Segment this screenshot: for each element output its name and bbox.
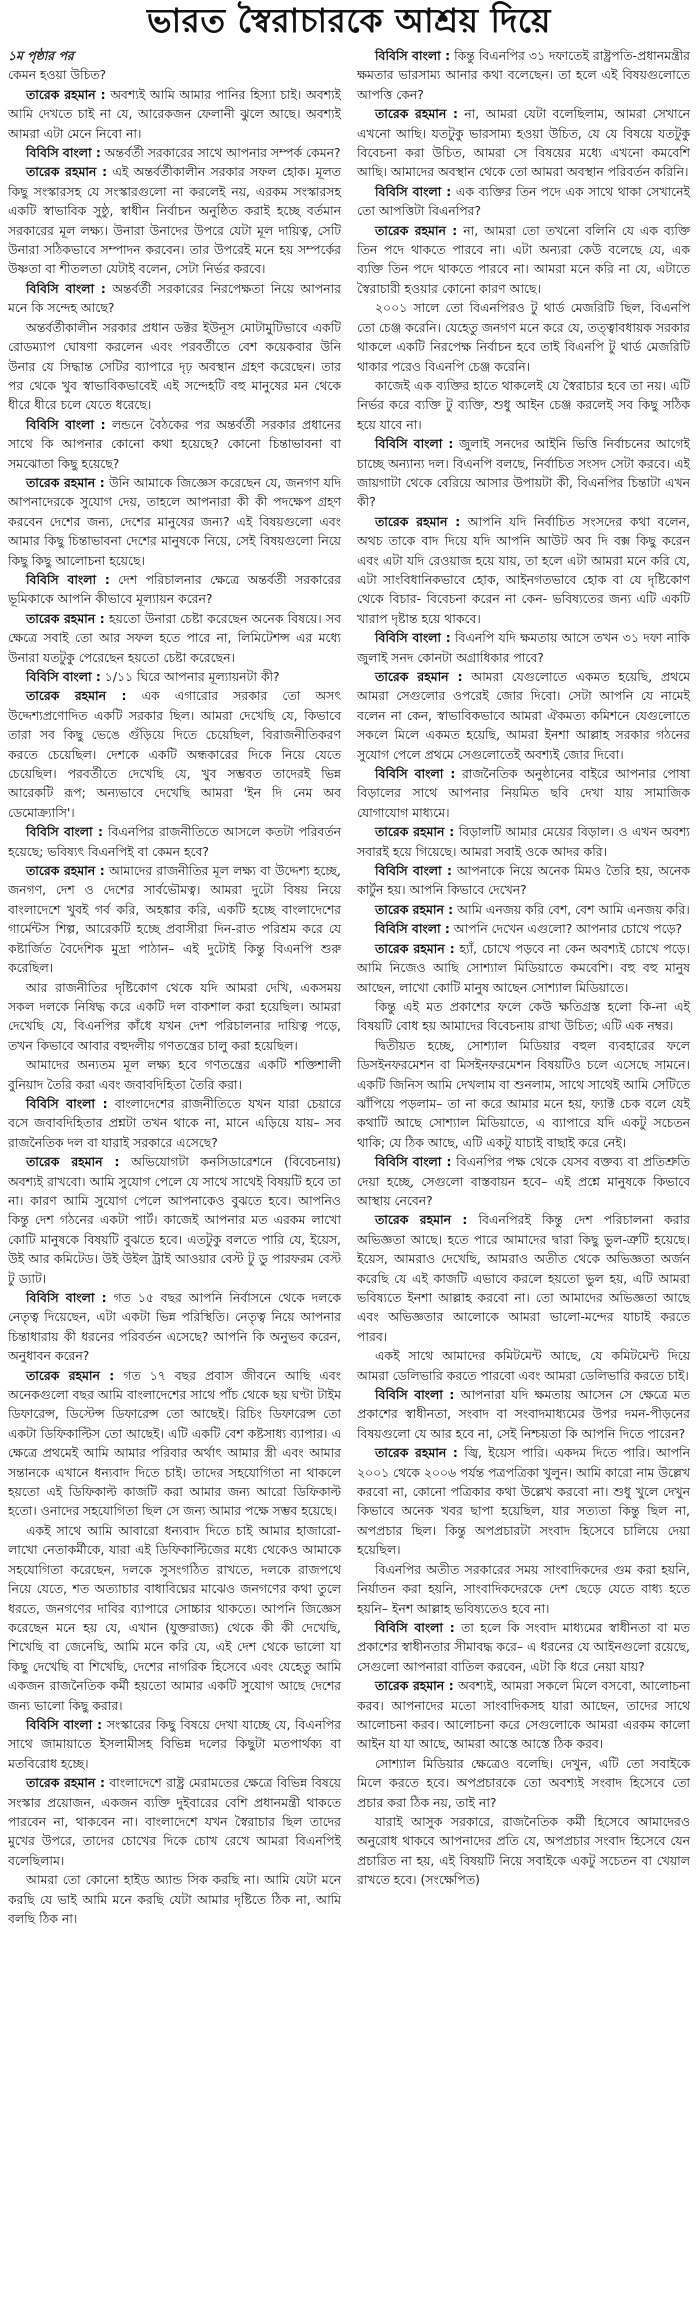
paragraph-text: এই অন্তর্বর্তীকালীন সরকার সফল হোক। মূলত কিছু সংস্কারসহ যে সংস্কারগুলো না করলেই নয়, এরকম সংস্কারসহ একটি স্বাভাবিক সুষ্ঠু, স্বাধীন নির্বাচন অনুষ্ঠিত করাই হচ্ছে বর্তমান সরকারের মূল লক্ষ্য। উনারা উনাদের উপরে যেটা মূল দায়িত্ব, সেটি উনারা সঠিকভাবে সম্পাদন করবেন। তার উপরেই মনে হয় সম্পর্কের উষ্ণতা বা শীতলতা যেটাই বলেন, সেটা নির্ভর করবে। (8, 164, 341, 277)
paragraph-text: আমি এনজয় করি বেশ, বেশ আমি এনজয় করি। (457, 901, 690, 917)
article-paragraph (357, 1754, 690, 1812)
article-paragraph (357, 861, 690, 900)
paragraph-text: অন্তর্বর্তী সরকারের সাথে আপনার সম্পর্ক কেমন? (104, 145, 341, 161)
paragraph-text: একই সাথে আমাদের কমিটমেন্ট আছে, যে কমিটমেন্ট দিয়ে আমরা ডেলিভারি করতে পারবো এবং আমরা ডেলিভারি করতে চাই। (357, 1348, 690, 1383)
article-paragraph (8, 1094, 341, 1152)
paragraph-text: দ্বিতীয়ত হচ্ছে, সোশ্যাল মিডিয়ার বহুল ব্যবহারের ফলে ডিসইনফরমেশন বা মিসইনফরমেশন বিষয়টিও চলে এসেছে সামনে। একটি জিনিস আমি দেখলাম বা শুনলাম, সাথে সাথেই আমি সেটিতে ঝাঁপিয়ে পড়লাম– তা না করে আমার মনে হয়, ফ্যাক্ট চেক বলে যেই কথাটি আছে সোশ্যাল মিডিয়াতে, এ ব্যাপারে যদি একটু সচেতন থাকি; যে ঠিক আছে, এটি একটু যাচাই বাছাই করে নেই। (357, 1037, 690, 1150)
article-body (0, 46, 698, 1928)
speaker-label: বিবিসি বাংলা : (26, 1716, 103, 1732)
paragraph-text: অভিযোগটা কনসিডারেশনে (বিবেচনায়) অবশ্যই রাখবো। আমি সুযোগ পেলে যে সাথে সাথেই বিষয়টি হবে তা না। কারণ আমি সুযোগ পেলে আপনাকেও বুঝতে হবে। আপনিও কিন্তু দেশ গঠনের একটা পার্ট। কাজেই আপনার মত এরকম লাখো কোটি মানুষকে বিষয়টি বুঝতে হবে। এতটুকু বলতে পারি যে, ইয়েস, উই আর কমিটেড। উই উইল ট্রাই আওয়ার বেস্ট টু ডু পারফরম বেস্ট টু ড্যাট। (8, 1154, 341, 1286)
speaker-label: তারেক রহমান : (26, 1154, 120, 1170)
paragraph-text: আমাদের রাজনীতির মূল লক্ষ্য বা উদ্দেশ্য হচ্ছে, জনগণ, দেশ ও দেশের সার্বভৌমত্ব। আমরা দুটো বিষয় নিয়ে বাংলাদেশে খুবই গর্ব করি, অহঙ্কার করি, একটি হচ্ছে বাংলাদেশের গার্মেন্টস শিল্প, আরেকটি হচ্ছে প্রবাসীরা দিন-রাত পরিশ্রম করে যে কষ্টার্জিত বৈদেশিক মুদ্রা পাঠান– এই দুটোই কিন্তু বিএনপি শুরু করেছিল। (8, 863, 341, 976)
speaker-label: তারেক রহমান : (375, 106, 458, 122)
article-column-right (357, 46, 690, 1928)
article-paragraph (8, 1521, 341, 1715)
speaker-label: বিবিসি বাংলা : (26, 1290, 107, 1305)
speaker-label: বিবিসি বাংলা : (375, 630, 451, 646)
speaker-label: বিবিসি বাংলা : (26, 145, 101, 161)
article-paragraph (357, 182, 690, 221)
article-paragraph (8, 279, 341, 318)
article-paragraph (8, 978, 341, 1056)
paragraph-text: উনি আমাকে জিজ্ঞেস করেছেন যে, জনগণ যদি আপনাদেরকে সুযোগ দেয়, তাহলে আপনারা কী কী পদক্ষেপ গ্রহণ করবেন দেশের জন্য, দেশের মানুষের জন্য? এই বিষয়গুলো এবং আমার কিছু চিন্তাভাবনা দেশের মানুষকে নিয়ে, সেই বিষয়গুলো নিয়ে কিছু কিছু আলোচনা হয়েছে। (8, 474, 341, 568)
paragraph-text: জুলাই সনদের আইনি ভিত্তি নির্বাচনের আগেই চাচ্ছে অন্যান্য দল। বিএনপি বলছে, নির্বাচিত সংসদ সেটা করবে। এই জায়গাটা থেকে বেরিয়ে আসার উপায়টা কী, বিএনপির চিন্তাটা এখন কী? (357, 436, 690, 510)
paragraph-text: হ্যাঁ, চোখে পড়বে না কেন অবশ্যই চোখে পড়ে। আমি নিজেও আছি সোশ্যাল মিডিয়াতে কমবেশি। বহু বহু মানুষ আছেন, লাখো কোটি মানুষ আছেন সোশ্যাল মিডিয়াতে। (357, 940, 690, 995)
paragraph-text: অন্তর্বর্তীকালীন সরকার প্রধান ডক্টর ইউনূস মোটামুটিভাবে একটি রোডম্যাপ ঘোষণা করলেন এবং পরবর্তীতে বেশ কয়েকবার উনি উনার যে সিদ্ধান্ত সেটির ব্যাপারে দৃঢ় অবস্থান গ্রহণ করেছেন। তার পর থেকে খুব স্বাভাবিকভাবেই এই সন্দেহটি বহু মানুষের মন থেকে ধীরে ধীরে চলে যেতে ধরেছে। (8, 319, 341, 413)
article-paragraph (357, 1676, 690, 1754)
article-paragraph (357, 1618, 690, 1676)
article-paragraph (357, 919, 690, 938)
article-paragraph (8, 667, 341, 686)
speaker-label: তারেক রহমান : (26, 474, 105, 490)
speaker-label: বিবিসি বাংলা : (26, 416, 106, 432)
speaker-label: তারেক রহমান : (375, 1212, 468, 1228)
paragraph-text: দেশ পরিচালনার ক্ষেত্রে অন্তর্বর্তী সরকারের ভূমিকাকে আপনি কীভাবে মূল্যায়ন করেন? (8, 571, 341, 607)
speaker-label: বিবিসি বাংলা : (375, 1387, 455, 1403)
article-paragraph (357, 1385, 690, 1443)
paragraph-text: তা হলে কি সংবাদ মাধ্যমের স্বাধীনতা বা মত প্রকাশের স্বাধীনতার সীমাবদ্ধ করে– এ ধরনের যে আইনগুলো রয়েছে, সেগুলো আপনারা বাতিল করবেন, এটা কি ধরে নেয়া যায়? (357, 1619, 690, 1674)
paragraph-text: আমরা যেগুলোতে একমত হয়েছি, প্রথমে আমরা সেগুলোর ওপরেই জোর দিবো। সেটা আপনি যে নামেই বলেন না কেন, স্বাভাবিকভাবে আমরা ঐকমত্য কমিশনে যেগুলোতে সকলে মিলে একমত হয়েছি, আমরা ইনশা আল্লাহ সরকার গঠনের সুযোগ পেলে প্রথমে সেগুলোতেই অবশ্যই জোর দিবো। (357, 669, 690, 762)
paragraph-text: আপনি যদি নির্বাচিত সংসদের কথা বলেন, অথচ তাকে বাদ দিয়ে যদি আপনি আউট অব দি বক্স কিছু করেন এবং এটা যদি রেওয়াজ হয়ে যায়, তা হলে এটা আমরা মনে করি যে, এটা সাংবিধানিকভাবে হোক, আইনগতভাবে হোক বা যে দৃষ্টিকোণ থেকে বিচার- বিবেচনা করেন না কেন- ভবিষ্যতের জন্য এটি একটি খারাপ দৃষ্টান্ত হয়ে থাকবে। (357, 513, 690, 626)
speaker-label: তারেক রহমান : (26, 863, 105, 879)
article-paragraph (357, 764, 690, 822)
article-paragraph (357, 298, 690, 376)
article-paragraph (357, 376, 690, 434)
article-paragraph (8, 686, 341, 822)
paragraph-text: না, আমরা তো তখনো বলিনি যে এক ব্যক্তি তিন পদে থাকতে পারবে না। এটা অন্যরা কেউ বলেছে যে, এক ব্যক্তি তিন পদে থাকতে পারবে না। আমরা মনে করি না যে, এটাতে স্বৈরাচারী হওয়ার কোনো কারণ আছে। (357, 222, 690, 296)
speaker-label: বিবিসি বাংলা : (375, 766, 456, 782)
article-paragraph (8, 1366, 341, 1521)
paragraph-text: লন্ডনে বৈঠকের পর অন্তর্বর্তী সরকার প্রধানের সাথে কি আপনার কোনো কথা হয়েছে? কোনো চিন্তাভাবনা বা সমঝোতা কিছু হয়েছে? (8, 416, 341, 471)
paragraph-text: গত ১৫ বছর আপনি নির্বাসনে থেকে দলকে নেতৃত্ব দিয়েছেন, এটা একটা ভিন্ন পরিস্থিতি। নেতৃত্ব নিয়ে আপনার চিন্তাধারায় কী ধরনের পরিবর্তন এসেছে? আপনি কি অনুভব করেন, অনুধাবন করেন? (8, 1290, 341, 1364)
speaker-label: বিবিসি বাংলা : (26, 669, 101, 684)
article-paragraph (357, 1560, 690, 1618)
article-paragraph (8, 822, 341, 861)
speaker-label: তারেক রহমান : (375, 940, 455, 956)
article-paragraph (357, 822, 690, 861)
speaker-label: বিবিসি বাংলা : (26, 280, 106, 296)
paragraph-text: একই সাথে আমি আবারো ধন্যবাদ দিতে চাই আমার হাজারো- লাখো নেতাকর্মীকে, যারা এই ডিফিকাল্টিজের মধ্যে থেকেও আমাকে সহযোগিতা করেছেন, দলকে সুসংগঠিত রাখতে, দলকে রাজপথে নিয়ে যেতে, শত অত্যাচার বাধাবিঘ্নের মাঝেও জনগণের কথা তুলে ধরতে, জনগণের দাবির ব্যাপারে সোচ্চার থাকতে। আপনি জিজ্ঞেস করেছেন মনে হয় যে, এখান (যুক্তরাজ্য) থেকে কী কী দেখেছি, শিখেছি বা জেনেছি, আমি মনে করি যে, এই দেশ থেকে ভালো যা কিছু দেখেছি বা শিখেছি, দেশের নাগরিক হিসেবে এবং যেহেতু আমি একজন রাজনৈতিক কর্মী হয়তো আমার একটি সুযোগ আছে দেশের জন্য ভালো কিছু করার। (8, 1522, 341, 1713)
paragraph-text: আর রাজনীতির দৃষ্টিকোণ থেকে যদি আমরা দেখি, একসময় সকল দলকে নিষিদ্ধ করে একটি দল বাকশাল করা হয়েছিল। আমরা দেখেছি যে, বিএনপির কাঁধে যখন দেশ পরিচালনার দায়িত্ব পড়ে, তখন কিভাবে আবার বহুদলীয় গণতন্ত্রের চালু করা হয়েছিল। (8, 979, 341, 1053)
article-paragraph (357, 667, 690, 764)
paragraph-text: আপনাকে নিয়ে অনেক মিমও তৈরি হয়, অনেক কার্টুন হয়। আপনি কিভাবে দেখেন? (357, 863, 690, 898)
speaker-label: তারেক রহমান : (375, 222, 458, 238)
paragraph-text: আপনারা যদি ক্ষমতায় আসেন সে ক্ষেত্রে মত প্রকাশের স্বাধীনতা, সংবাদ বা সংবাদমাধ্যমের উপর দমন-পীড়নের বিষয়গুলো যে আর হবে না, সেই নিশ্চয়তা কি আপনি দিতে পারেন? (357, 1387, 690, 1441)
article-paragraph (357, 1210, 690, 1346)
headline: ভারত স্বৈরাচারকে আশ্রয় দিয়ে (147, 1, 551, 40)
article-paragraph (357, 46, 690, 104)
article-paragraph (357, 628, 690, 667)
article-paragraph (8, 570, 341, 609)
paragraph-text: অন্তর্বর্তী সরকারের নিরপেক্ষতা নিয়ে আপনার মনে কি সন্দেহ আছে? (8, 280, 341, 316)
article-paragraph (8, 861, 341, 977)
article-paragraph (357, 104, 690, 182)
speaker-label: তারেক রহমান : (375, 513, 461, 529)
article-paragraph (357, 1346, 690, 1385)
article-paragraph (357, 939, 690, 997)
paragraph-text: যারাই আসুক সরকারে, রাজনৈতিক কর্মী হিসেবে আমাদেরও অনুরোধ থাকবে আপনাদের প্রতি যে, অপপ্রচার সংবাদ হিসেবে যেন প্রচারিত না হয়, এই বিষয়টি নিয়ে সবাইকে একটু সচেতন বা খেয়াল রাখতে হবে। (সংক্ষেপিত) (357, 1813, 690, 1888)
paragraph-text: অবশ্যই আমি আমার পানির হিস্যা চাই। অবশ্যই আমি দেখতে চাই না যে, আরেকজন ফেলানী ঝুলে আছে। অবশ্যই আমরা এটা মেনে নিবো না। (8, 86, 341, 141)
speaker-label: বিবিসি বাংলা : (26, 824, 103, 840)
article-paragraph (357, 900, 690, 919)
paragraph-text: বিএনপির অতীত সরকারের সময় সাংবাদিকদের গুম করা হয়নি, নির্যাতন করা হয়নি, সাংবাদিকদেরকে দেশ ছেড়ে যেতে বাধ্য হতে হয়নি– ইনশ আল্লাহ ভবিষ্যতেও হবে না। (357, 1561, 690, 1616)
paragraph-text: কেমন হওয়া উচিত? (8, 67, 107, 83)
article-paragraph (357, 1152, 690, 1210)
paragraph-text: আপনি দেখেন এগুলো? আপনার চোখে পড়ে? (453, 921, 683, 937)
paragraph-text: বিএনপি যদি ক্ষমতায় আসে তখন ৩১ দফা নাকি জুলাই সনদ কোনটা অগ্রাধিকার পাবে? (357, 630, 690, 665)
article-paragraph (8, 415, 341, 473)
paragraph-text: এক এগারোর সরকার তো অসৎ উদ্দেশ্যপ্রণোদিত একটি সরকার ছিল। আমরা দেখেছি যে, কিভাবে তারা সব কিছু ভেঙে গুঁড়িয়ে দিতে চেয়েছিল, বিরাজনীতিকরণ করতে চেয়েছিল। দেশকে একটি অন্ধকারের দিকে নিয়ে যেতে চেয়েছিল। পরবর্তীতে দেখেছি যে, খুব সম্ভবত তাদেরই ভিন্ন আরেকটি রূপ; অন্যভাবে দেখেছি আমরা 'ইন দি নেম অব ডেমোক্র্যাসি'। (8, 688, 341, 820)
article-paragraph (357, 1036, 690, 1152)
speaker-label: বিবিসি বাংলা : (375, 921, 450, 937)
speaker-label: তারেক রহমান : (375, 824, 455, 840)
article-paragraph (357, 512, 690, 628)
paragraph-text: এক ব্যক্তির তিন পদে এক সাথে থাকা সেখানেই তো আপত্তিটা বিএনপির? (357, 183, 690, 219)
speaker-label: বিবিসি বাংলা : (375, 1154, 452, 1170)
paragraph-text: কিন্তু এই মত প্রকাশের ফলে কেউ ক্ষতিগ্রস্ত হলো কি-না এই বিষয়টি বোধ হয় আমাদের বিবেচনায় রাখা উচিত; এটি এক নম্বর। (357, 998, 690, 1034)
speaker-label: বিবিসি বাংলা : (375, 436, 454, 452)
speaker-label: বিবিসি বাংলা : (375, 48, 451, 63)
paragraph-text: আমরা তো কোনো হাইড অ্যান্ড সিক করছি না। আমি যেটা মনে করছি যে ভাই আমি মনে করছি যেটা আমার দৃষ্টিতে ঠিক না, আমি বলছি ঠিক না। (8, 1872, 341, 1926)
article-paragraph (8, 65, 341, 84)
article-column-left (8, 46, 341, 1928)
speaker-label: বিবিসি বাংলা : (375, 1619, 455, 1635)
paragraph-text: ২০০১ সালে তো বিএনপিরও টু থার্ড মেজরিটি ছিল, বিএনপি তো চেঞ্জ করেনি। যেহেতু জনগণ মনে করে যে, তত্ত্বাবধায়ক সরকার থাকলে একটি নিরপেক্ষ নির্বাচন হবে তাই বিএনপি টু থার্ড মেজরিটি থাকার পরেও বিএনপি চেঞ্জ করেনি। (357, 300, 690, 374)
article-paragraph (8, 1152, 341, 1288)
paragraph-text: না, আমরা যেটা বলেছিলাম, আমরা সেখানে এখনো আছি। যতটুকু ভারসাম্য হওয়া উচিত, যে যে বিষয়ে যতটুকু বিবেচনা করা উচিত, আমরা সে বিষয়ের মধ্যে এখনো কমবেশি আছি। আমাদের অবস্থান থেকে তো আমরা অবস্থান পরিবর্তন করিনি। (357, 106, 690, 180)
article-paragraph (8, 162, 341, 278)
speaker-label: তারেক রহমান : (375, 669, 463, 684)
paragraph-text: সোশ্যাল মিডিয়ার ক্ষেত্রেও বলেছি। দেখুন, এটি তো সবাইকে মিলে করতে হবে। অপপ্রচারকে তো অবশ্যই সংবাদ হিসেবে তো প্রচার করা ঠিক নয়, তাই না? (357, 1755, 690, 1810)
paragraph-text: গত ১৭ বছর প্রবাস জীবনে আছি এবং অনেকগুলো বছর আমি বাংলাদেশের সাথে পাঁচ থেকে ছয় ঘণ্টা টাইম ডিফারেন্স, ডিস্টেন্স ডিফারেন্স তো আছেই। রিচিং ডিফারেন্স তো একটা ডিফিকাল্টিস তো আছেই। এটি একটি বেশ কষ্টসাধ্য ব্যাপার। এ ক্ষেত্রে প্রথমেই আমি আমার পরিবার অর্থাৎ আমার স্ত্রী এবং আমার সন্তানকে এখানে ধন্যবাদ দিতে চাই। তাদের সহযোগিতা না থাকলে হয়তো এই ডিফিকাল্ট কাজটি করা আমার জন্য আরো ডিফিকাল্ট হতো। ওনাদের সহযোগিতা ছিল সে জন্য আমার পক্ষে সম্ভব হয়েছে। (8, 1367, 341, 1519)
paragraph-text: অবশ্যই, আমরা সকলে মিলে বসবো, আলোচনা করব। আপনাদের মতো সাংবাদিকসহ যারা আছেন, তাদের সাথে আলোচনা করব। আলোচনা করে সেগুলোকে আমরা এরকম কালো আইন যা যা আছে, আমরা আস্তে আস্তে ঠিক করব। (357, 1678, 690, 1752)
speaker-label: তারেক রহমান : (26, 164, 108, 180)
speaker-label: বিবিসি বাংলা : (26, 571, 110, 587)
speaker-label: তারেক রহমান : (26, 1367, 115, 1383)
article-paragraph (8, 1055, 341, 1094)
paragraph-text: বিএনপির রাজনীতিতে আসলে কতটা পরিবর্তন হয়েছে; ভবিষ্যৎ বিএনপিই বা কেমন হবে? (8, 824, 342, 859)
paragraph-text: বাংলাদেশে রাষ্ট্র মেরামতের ক্ষেত্রে বিভিন্ন বিষয়ে সংস্কার প্রয়োজন, একজন ব্যক্তি দুইবারের বেশি প্রধানমন্ত্রী থাকতে পারবেন না, থাকবেন না। বাংলাদেশে যখন স্বৈরাচার ছিল তাদের মুখের উপরে, তাদের চোখের দিকে চোখ রেখে আমরা বিএনপিই বলেছিলাম। (8, 1775, 341, 1868)
speaker-label: তারেক রহমান : (375, 1678, 454, 1694)
article-paragraph (8, 1288, 341, 1366)
article-paragraph (8, 1773, 341, 1870)
speaker-label: তারেক রহমান : (375, 1445, 458, 1461)
speaker-label: তারেক রহমান : (26, 1775, 105, 1791)
article-paragraph (8, 1715, 341, 1773)
continued-from-label: ১ম পৃষ্ঠার পর (8, 48, 74, 63)
article-paragraph (8, 318, 341, 415)
article-paragraph (357, 1443, 690, 1559)
article-paragraph (357, 997, 690, 1036)
article-paragraph (8, 143, 341, 162)
speaker-label: তারেক রহমান : (375, 901, 454, 917)
article-paragraph (8, 609, 341, 667)
paragraph-text: বাংলাদেশের রাজনীতিতে যখন যারা চেয়ারে বসে জবাবদিহিতার প্রশ্নটা তখন থাকে না, মানে এড়িয়ে যায়– সব রাজনৈতিক দল বা যারাই সরকারে এসেছে? (8, 1095, 342, 1150)
paragraph-text: ১/১১ ঘিরে আপনার মূল্যায়নটা কী? (104, 669, 280, 684)
speaker-label: বিবিসি বাংলা : (26, 1095, 108, 1111)
speaker-label: তারেক রহমান : (26, 86, 106, 102)
paragraph-text: কিন্তু বিএনপির ৩১ দফাতেই রাষ্ট্রপতি-প্রধানমন্ত্রীর ক্ষমতার ভারসাম্য আনার কথা বলেছেন। তা হলে এই বিষয়গুলোতে আপত্তি কেন? (357, 48, 690, 102)
paragraph-text: রাজনৈতিক অনুষ্ঠানের বাইরে আপনার পোষা বিড়ালের সাথে আপনার নিয়মিত ছবি দেখা যায় সামাজিক যোগাযোগ মাধ্যমে। (357, 766, 690, 820)
paragraph-text: কাজেই এক ব্যক্তির হাতে থাকলেই যে স্বৈরাচার হবে তা নয়। এটি নির্ভর করে ব্যক্তি টু ব্যক্তি, শুধু আইন চেঞ্জ করলেই সব কিছু সঠিক হয়ে যাবে না। (357, 377, 690, 432)
article-paragraph (8, 473, 341, 570)
speaker-label: বিবিসি বাংলা : (375, 183, 452, 199)
article-paragraph (357, 221, 690, 299)
speaker-label: তারেক রহমান : (26, 688, 127, 704)
paragraph-text: সংস্কারের কিছু বিষয়ে দেখা যাচ্ছে যে, বিএনপির সাথে জামায়াতে ইসলামীসহ বিভিন্ন দলের কিছুটা মতপার্থক্য বা মতবিরোধ হচ্ছে। (8, 1716, 341, 1771)
paragraph-text: বিএনপির পক্ষ থেকে যেসব বক্তব্য বা প্রতিশ্রুতি দেয়া হচ্ছে, সেগুলো বাস্তবায়ন হবে– এই প্রশ্নে মানুষকে কিভাবে আস্থায় নেবেন? (357, 1154, 690, 1208)
article-paragraph (357, 434, 690, 512)
paragraph-text: হয়তো উনারা চেষ্টা করেছেন অনেক বিষয়ে। সব ক্ষেত্রে সবাই তো আর সফল হতে পারে না, লিমিটেশন্স এর মধ্যে উনারা যতটুকু পেরেছেন হয়তো চেষ্টা করেছেন। (8, 610, 341, 665)
paragraph-text: আমাদের অন্যতম মূল লক্ষ্য হবে গণতন্ত্রের একটি শক্তিশালী বুনিয়াদ তৈরি করা এবং জবাবদিহিতা তৈরি করা। (8, 1057, 341, 1092)
paragraph-text: বিড়ালটি আমার মেয়ের বিড়াল। ও এখন অবশ্য সবারই হয়ে গিয়েছে। আমরা সবাই ওকে আদর করি। (357, 824, 690, 859)
article-paragraph (357, 1812, 690, 1890)
speaker-label: বিবিসি বাংলা : (375, 863, 452, 879)
paragraph-text: জ্বি, ইয়েস পারি। একদম দিতে পারি। আপনি ২০০১ থেকে ২০০৬ পর্যন্ত পত্রপত্রিকা খুলুন। আমি কারো নাম উল্লেখ করবো না, কোনো পত্রিকার কথা উল্লেখ করবো না। শুধু খুলে দেখুন কিভাবে অনেক খবর ছাপা হয়েছিল, যার সত্যতা কিন্তু ছিল না, অপপ্রচার ছিল। কিন্তু অপপ্রচারটা সংবাদ হিসেবে চালিয়ে দেয়া হয়েছিল। (357, 1445, 690, 1558)
paragraph-text: বিএনপিরই কিন্তু দেশ পরিচালনা করার অভিজ্ঞতা আছে। হতে পারে আমাদের দ্বারা কিছু ভুল-ত্রুটি হয়েছে। ইয়েস, আমরাও দেখেছি, আমরাও অতীত থেকে অভিজ্ঞতা অর্জন করেছি যে এই কাজটি এভাবে করলে হয়তো ভুল হয়, এটি আমরা ভবিষ্যতে ইনশা আল্লাহ করবো না। তো আমাদের অভিজ্ঞতা আছে এবং অভিজ্ঞতার আলোকে আমরা ভালো-মন্দের যাচাই করতে পারব। (357, 1212, 690, 1344)
speaker-label: তারেক রহমান : (26, 610, 105, 626)
article-paragraph (8, 1870, 341, 1928)
article-paragraph (8, 85, 341, 143)
